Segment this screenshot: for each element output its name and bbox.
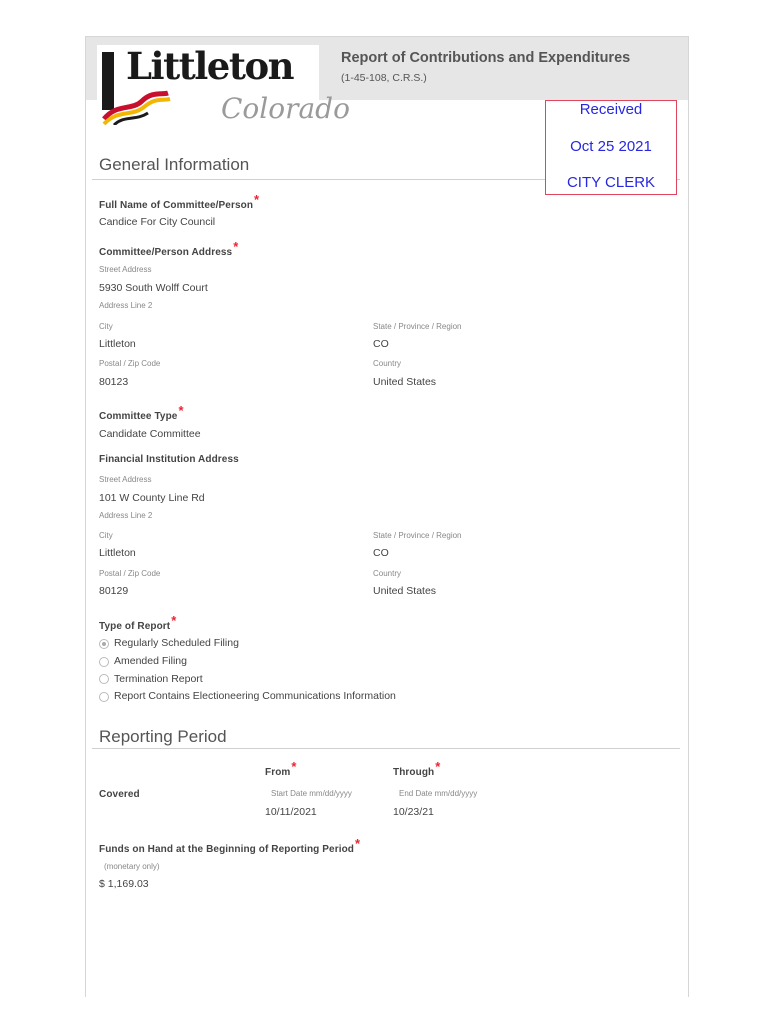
state-field[interactable]: CO — [373, 338, 389, 350]
fin-city-label: City — [99, 531, 113, 540]
fin-street-field[interactable]: 101 W County Line Rd — [99, 492, 205, 504]
committee-type-label: Committee Type* — [99, 403, 184, 422]
report-type-option: Report Contains Electioneering Communications Information — [114, 690, 396, 702]
stamp-date: Oct 25 2021 — [570, 138, 652, 155]
logo-wordmark: Littleton — [126, 44, 294, 88]
end-date-hint: End Date mm/dd/yyyy — [399, 789, 478, 798]
through-label: Through* — [393, 759, 441, 778]
funds-hint: (monetary only) — [104, 862, 160, 871]
general-info-title: General Information — [99, 155, 250, 174]
fin-state-field[interactable]: CO — [373, 547, 389, 559]
required-marker: * — [435, 759, 441, 774]
stamp-received: Received — [579, 101, 643, 118]
fin-zip-field[interactable]: 80129 — [99, 585, 129, 597]
radio-regular-filing[interactable] — [99, 639, 109, 649]
address-label: Committee/Person Address* — [99, 239, 239, 258]
fin-state-label: State / Province / Region — [373, 531, 462, 540]
street-field[interactable]: 5930 South Wolff Court — [99, 282, 208, 294]
city-label: City — [99, 322, 113, 331]
reporting-period-title: Reporting Period — [99, 727, 227, 746]
from-label: From* — [265, 759, 297, 778]
radio-electioneering[interactable] — [99, 692, 109, 702]
financial-institution-label: Financial Institution Address — [99, 454, 239, 465]
radio-amended-filing[interactable] — [99, 657, 109, 667]
funds-on-hand-label: Funds on Hand at the Beginning of Reporting Period* — [99, 836, 361, 855]
radio-termination-report[interactable] — [99, 674, 109, 684]
country-field[interactable]: United States — [373, 376, 437, 388]
committee-type-field[interactable]: Candidate Committee — [99, 428, 201, 440]
required-marker: * — [291, 759, 297, 774]
logo-script: Colorado — [221, 92, 350, 125]
report-type-option: Regularly Scheduled Filing — [114, 637, 239, 649]
report-type-option: Termination Report — [114, 673, 203, 685]
stamp-city-clerk: CITY CLERK — [566, 174, 656, 191]
required-marker: * — [355, 836, 361, 851]
country-label: Country — [373, 359, 402, 368]
fin-street-label: Street Address — [99, 475, 152, 484]
required-marker: * — [254, 192, 260, 207]
zip-field[interactable]: 80123 — [99, 376, 129, 388]
fin-address-line2-label: Address Line 2 — [99, 511, 153, 520]
received-stamp — [545, 100, 677, 195]
logo-swoosh-icon — [102, 89, 172, 125]
required-marker: * — [233, 239, 239, 254]
zip-label: Postal / Zip Code — [99, 359, 161, 368]
address-line2-label: Address Line 2 — [99, 301, 153, 310]
report-title: Report of Contributions and Expenditures — [341, 50, 631, 66]
start-date-field[interactable]: 10/11/2021 — [265, 806, 317, 818]
required-marker: * — [178, 403, 184, 418]
fin-zip-label: Postal / Zip Code — [99, 569, 161, 578]
funds-on-hand-field[interactable]: $ 1,169.03 — [99, 878, 149, 890]
report-subtitle: (1-45-108, C.R.S.) — [341, 72, 427, 84]
name-field[interactable]: Candice For City Council — [99, 216, 216, 228]
city-field[interactable]: Littleton — [99, 338, 136, 350]
report-type-label: Type of Report* — [99, 613, 177, 632]
fin-country-label: Country — [373, 569, 402, 578]
fin-country-field[interactable]: United States — [373, 585, 437, 597]
street-label: Street Address — [99, 265, 152, 274]
covered-label: Covered — [99, 789, 140, 800]
section-divider — [92, 748, 680, 749]
report-type-option: Amended Filing — [114, 655, 187, 667]
state-label: State / Province / Region — [373, 322, 462, 331]
name-label: Full Name of Committee/Person* — [99, 192, 260, 211]
end-date-field[interactable]: 10/23/21 — [393, 806, 434, 818]
fin-city-field[interactable]: Littleton — [99, 547, 136, 559]
required-marker: * — [171, 613, 177, 628]
start-date-hint: Start Date mm/dd/yyyy — [271, 789, 352, 798]
littleton-logo — [97, 44, 350, 131]
